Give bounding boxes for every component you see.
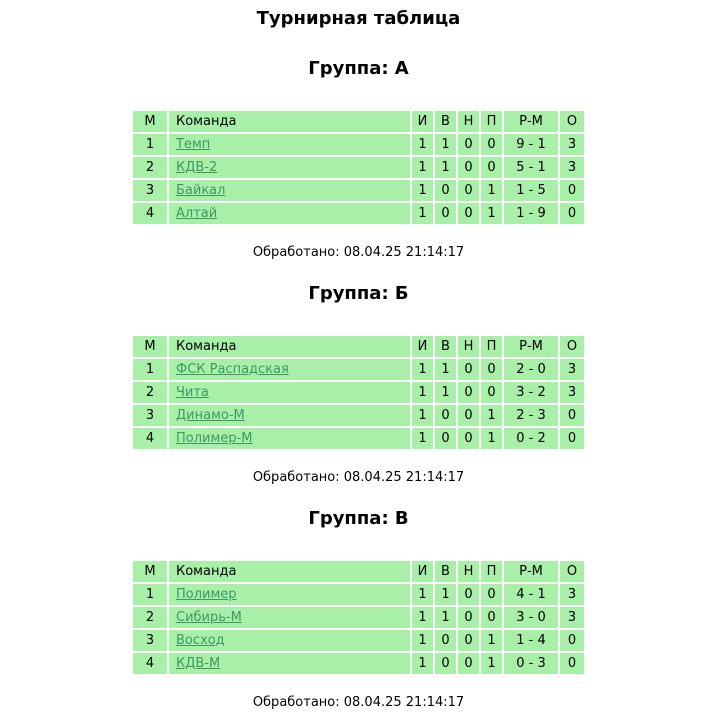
- column-header: Команда: [169, 561, 410, 582]
- standings-table-b: [131, 334, 586, 451]
- column-header: П: [481, 111, 502, 132]
- header-row: [133, 336, 584, 357]
- wins-cell: 1: [435, 359, 456, 380]
- losses-cell: 1: [481, 630, 502, 651]
- losses-cell: 0: [481, 382, 502, 403]
- table-row: [133, 405, 584, 426]
- losses-cell: 0: [481, 134, 502, 155]
- score-cell: 0 - 3: [504, 653, 558, 674]
- team-link[interactable]: ФСК Распадская: [176, 362, 289, 377]
- losses-cell: 1: [481, 203, 502, 224]
- group-heading-v: Группа: В: [308, 508, 409, 529]
- score-cell: 1 - 5: [504, 180, 558, 201]
- team-cell: [169, 405, 410, 426]
- position-cell: 3: [133, 405, 167, 426]
- score-cell: 2 - 0: [504, 359, 558, 380]
- column-header: Команда: [169, 336, 410, 357]
- points-cell: 0: [560, 653, 584, 674]
- team-cell: [169, 203, 410, 224]
- position-cell: 4: [133, 428, 167, 449]
- column-header: О: [560, 561, 584, 582]
- losses-cell: 0: [481, 359, 502, 380]
- team-cell: [169, 584, 410, 605]
- position-cell: 2: [133, 382, 167, 403]
- wins-cell: 1: [435, 607, 456, 628]
- table-row: [133, 630, 584, 651]
- position-cell: 1: [133, 134, 167, 155]
- processed-timestamp-b: Обработано: 08.04.25 21:14:17: [252, 470, 465, 485]
- table-row: [133, 134, 584, 155]
- team-link[interactable]: Алтай: [176, 206, 218, 221]
- losses-cell: 0: [481, 157, 502, 178]
- points-cell: 3: [560, 359, 584, 380]
- games-cell: 1: [412, 630, 433, 651]
- table-row: [133, 180, 584, 201]
- position-cell: 1: [133, 584, 167, 605]
- team-link[interactable]: Восход: [176, 633, 225, 648]
- column-header: Р-М: [504, 561, 558, 582]
- draws-cell: 0: [458, 359, 479, 380]
- column-header: Р-М: [504, 111, 558, 132]
- column-header: П: [481, 561, 502, 582]
- position-cell: 4: [133, 203, 167, 224]
- games-cell: 1: [412, 203, 433, 224]
- column-header: Н: [458, 336, 479, 357]
- position-cell: 2: [133, 607, 167, 628]
- draws-cell: 0: [458, 653, 479, 674]
- team-cell: [169, 180, 410, 201]
- column-header: Р-М: [504, 336, 558, 357]
- games-cell: 1: [412, 180, 433, 201]
- column-header: М: [133, 111, 167, 132]
- position-cell: 3: [133, 180, 167, 201]
- table-row: [133, 203, 584, 224]
- table-row: [133, 382, 584, 403]
- points-cell: 3: [560, 134, 584, 155]
- team-link[interactable]: Байкал: [176, 183, 226, 198]
- games-cell: 1: [412, 359, 433, 380]
- score-cell: 2 - 3: [504, 405, 558, 426]
- wins-cell: 1: [435, 584, 456, 605]
- team-cell: [169, 134, 410, 155]
- wins-cell: 0: [435, 653, 456, 674]
- losses-cell: 0: [481, 607, 502, 628]
- group-heading-b: Группа: Б: [308, 283, 409, 304]
- points-cell: 0: [560, 405, 584, 426]
- team-cell: [169, 607, 410, 628]
- score-cell: 0 - 2: [504, 428, 558, 449]
- draws-cell: 0: [458, 180, 479, 201]
- games-cell: 1: [412, 584, 433, 605]
- page-title: Турнирная таблица: [256, 8, 461, 29]
- position-cell: 2: [133, 157, 167, 178]
- group-section-b: [0, 284, 717, 485]
- position-cell: 3: [133, 630, 167, 651]
- score-cell: 3 - 0: [504, 607, 558, 628]
- score-cell: 5 - 1: [504, 157, 558, 178]
- table-row: [133, 584, 584, 605]
- wins-cell: 0: [435, 180, 456, 201]
- games-cell: 1: [412, 157, 433, 178]
- games-cell: 1: [412, 382, 433, 403]
- team-cell: [169, 382, 410, 403]
- processed-timestamp-v: Обработано: 08.04.25 21:14:17: [252, 695, 465, 710]
- games-cell: 1: [412, 134, 433, 155]
- team-link[interactable]: Полимер-М: [176, 431, 253, 446]
- table-row: [133, 428, 584, 449]
- points-cell: 3: [560, 584, 584, 605]
- column-header: Команда: [169, 111, 410, 132]
- score-cell: 1 - 4: [504, 630, 558, 651]
- header-row: [133, 111, 584, 132]
- losses-cell: 1: [481, 405, 502, 426]
- position-cell: 4: [133, 653, 167, 674]
- wins-cell: 0: [435, 203, 456, 224]
- header-row: [133, 561, 584, 582]
- processed-timestamp-a: Обработано: 08.04.25 21:14:17: [252, 245, 465, 260]
- score-cell: 4 - 1: [504, 584, 558, 605]
- points-cell: 0: [560, 180, 584, 201]
- column-header: О: [560, 111, 584, 132]
- draws-cell: 0: [458, 405, 479, 426]
- losses-cell: 1: [481, 428, 502, 449]
- position-cell: 1: [133, 359, 167, 380]
- wins-cell: 1: [435, 134, 456, 155]
- table-row: [133, 607, 584, 628]
- points-cell: 3: [560, 157, 584, 178]
- games-cell: 1: [412, 405, 433, 426]
- column-header: В: [435, 111, 456, 132]
- column-header: Н: [458, 111, 479, 132]
- team-cell: [169, 428, 410, 449]
- team-cell: [169, 653, 410, 674]
- draws-cell: 0: [458, 584, 479, 605]
- draws-cell: 0: [458, 157, 479, 178]
- column-header: М: [133, 561, 167, 582]
- column-header: И: [412, 336, 433, 357]
- losses-cell: 1: [481, 653, 502, 674]
- points-cell: 0: [560, 630, 584, 651]
- team-cell: [169, 359, 410, 380]
- standings-table-a: [131, 109, 586, 226]
- group-heading-a: Группа: А: [308, 58, 409, 79]
- column-header: В: [435, 336, 456, 357]
- team-link[interactable]: Темп: [176, 137, 211, 152]
- team-link[interactable]: Чита: [176, 385, 209, 400]
- wins-cell: 0: [435, 630, 456, 651]
- wins-cell: 0: [435, 428, 456, 449]
- standings-table-v: [131, 559, 586, 676]
- team-link[interactable]: Сибирь-М: [176, 610, 242, 625]
- table-row: [133, 359, 584, 380]
- column-header: И: [412, 111, 433, 132]
- column-header: В: [435, 561, 456, 582]
- score-cell: 9 - 1: [504, 134, 558, 155]
- losses-cell: 1: [481, 180, 502, 201]
- draws-cell: 0: [458, 607, 479, 628]
- column-header: М: [133, 336, 167, 357]
- draws-cell: 0: [458, 428, 479, 449]
- games-cell: 1: [412, 428, 433, 449]
- draws-cell: 0: [458, 134, 479, 155]
- team-link[interactable]: Динамо-М: [176, 408, 245, 423]
- draws-cell: 0: [458, 382, 479, 403]
- team-cell: [169, 157, 410, 178]
- column-header: И: [412, 561, 433, 582]
- points-cell: 0: [560, 203, 584, 224]
- column-header: П: [481, 336, 502, 357]
- group-section-v: [0, 509, 717, 710]
- team-link[interactable]: КДВ-М: [176, 656, 221, 671]
- score-cell: 3 - 2: [504, 382, 558, 403]
- games-cell: 1: [412, 653, 433, 674]
- draws-cell: 0: [458, 203, 479, 224]
- points-cell: 0: [560, 428, 584, 449]
- column-header: Н: [458, 561, 479, 582]
- losses-cell: 0: [481, 584, 502, 605]
- wins-cell: 0: [435, 405, 456, 426]
- draws-cell: 0: [458, 630, 479, 651]
- games-cell: 1: [412, 607, 433, 628]
- points-cell: 3: [560, 382, 584, 403]
- score-cell: 1 - 9: [504, 203, 558, 224]
- table-row: [133, 653, 584, 674]
- wins-cell: 1: [435, 382, 456, 403]
- wins-cell: 1: [435, 157, 456, 178]
- team-link[interactable]: КДВ-2: [176, 160, 218, 175]
- group-section-a: [0, 59, 717, 260]
- table-row: [133, 157, 584, 178]
- column-header: О: [560, 336, 584, 357]
- team-link[interactable]: Полимер: [176, 587, 237, 602]
- points-cell: 3: [560, 607, 584, 628]
- team-cell: [169, 630, 410, 651]
